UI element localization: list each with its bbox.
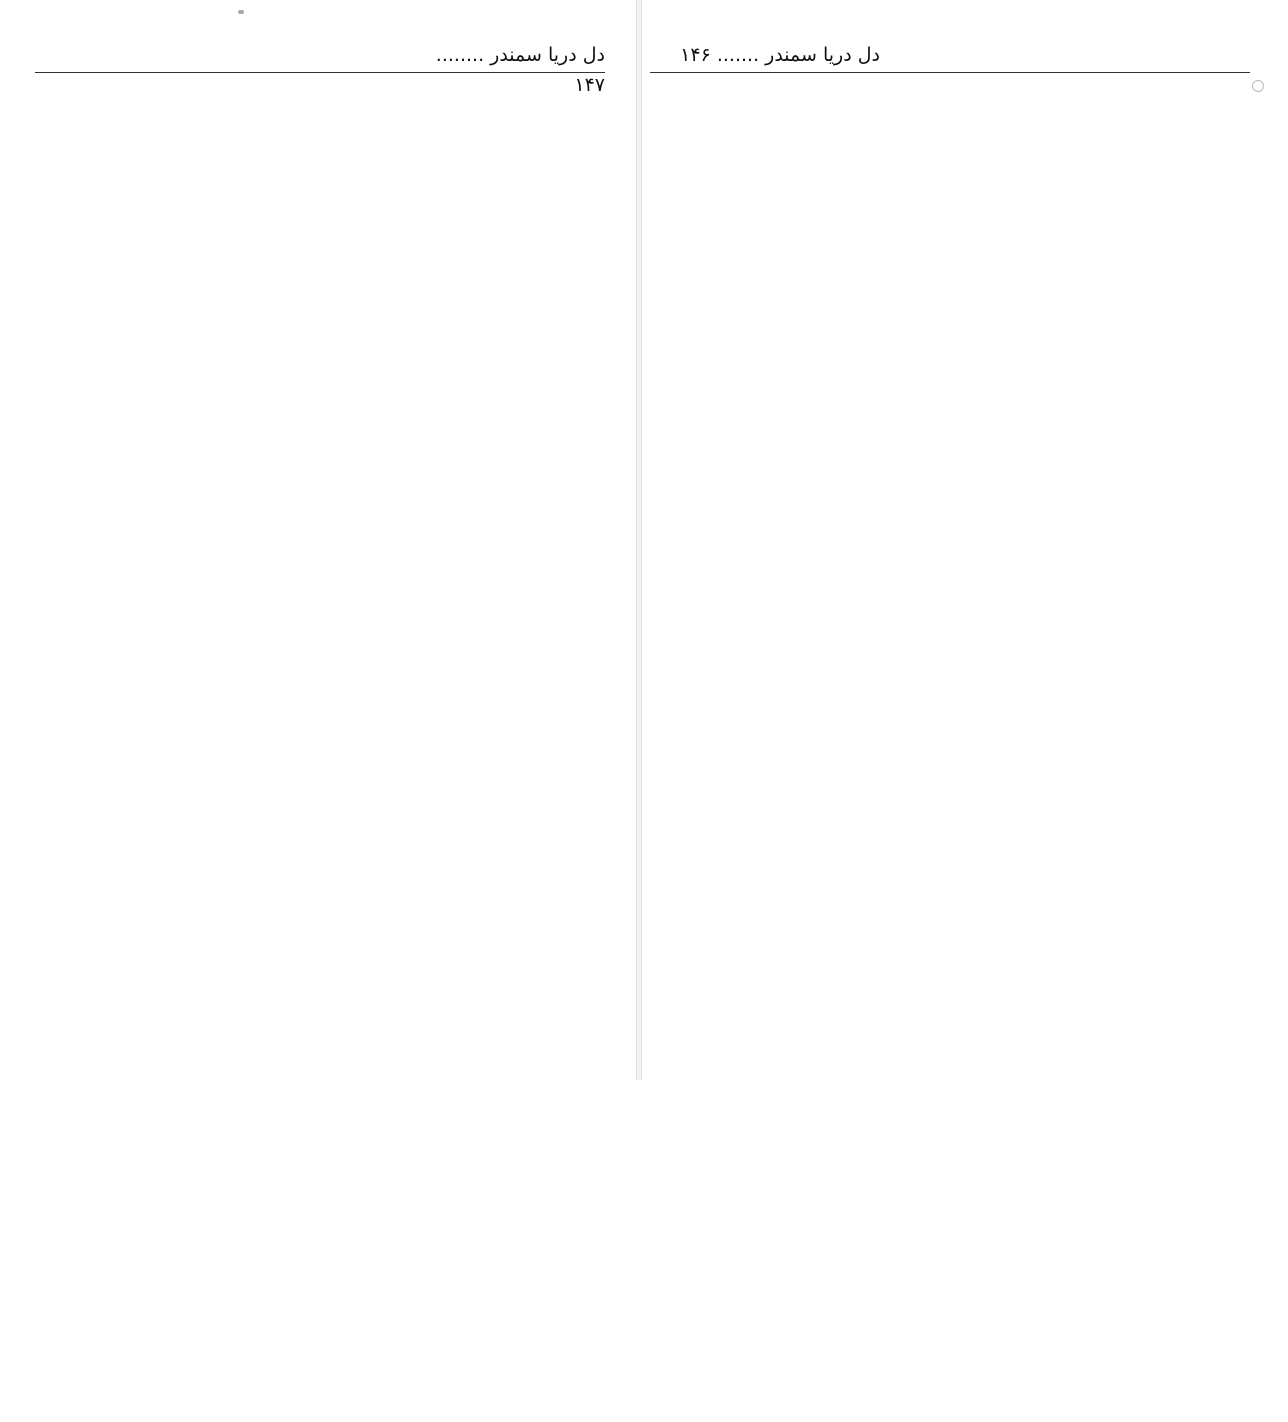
- text-line: [30, 339, 620, 376]
- text-line: [650, 713, 1250, 750]
- text-line: [30, 387, 620, 424]
- right-page: [640, 0, 1288, 1080]
- text-line: [30, 99, 620, 136]
- text-line: [30, 531, 620, 568]
- text-line: [30, 1203, 620, 1240]
- page-body: [650, 78, 1250, 1422]
- text-line: [650, 377, 1250, 414]
- text-line: [30, 243, 620, 280]
- header-rule: [35, 72, 605, 73]
- text-line: [650, 425, 1250, 462]
- text-line: [650, 185, 1250, 222]
- text-line: [650, 857, 1250, 894]
- text-line: [650, 617, 1250, 654]
- text-line: [30, 147, 620, 184]
- text-line: [30, 1107, 620, 1144]
- text-line: [650, 1337, 1250, 1374]
- running-header: [650, 40, 880, 70]
- running-header: [415, 40, 605, 96]
- text-line: [650, 665, 1250, 702]
- text-line: [30, 1251, 620, 1288]
- text-line: [650, 1049, 1250, 1086]
- running-header-text: دل دریا سمندر ....... ۱۴۶: [680, 44, 880, 66]
- text-line: [650, 233, 1250, 270]
- text-line: [650, 569, 1250, 606]
- text-line: [30, 195, 620, 232]
- text-line: [650, 473, 1250, 510]
- page-body: [30, 88, 620, 1336]
- text-line: [30, 1059, 620, 1096]
- text-line: [30, 771, 620, 808]
- text-line: [650, 953, 1250, 990]
- text-line: [650, 1241, 1250, 1278]
- text-line: [650, 137, 1250, 174]
- text-line: [30, 1155, 620, 1192]
- text-line: [650, 1385, 1250, 1422]
- text-line: [650, 761, 1250, 798]
- text-line: [30, 1299, 620, 1336]
- text-line: [30, 915, 620, 952]
- text-line: [650, 1145, 1250, 1182]
- text-line: [650, 521, 1250, 558]
- text-line: [650, 809, 1250, 846]
- text-line: [650, 1193, 1250, 1230]
- text-line: [30, 723, 620, 760]
- text-line: [650, 1289, 1250, 1326]
- text-line: [650, 329, 1250, 366]
- text-line: [30, 675, 620, 712]
- text-line: [30, 867, 620, 904]
- text-line: [30, 963, 620, 1000]
- text-line: [650, 1001, 1250, 1038]
- text-line: [30, 579, 620, 616]
- text-line: [650, 281, 1250, 318]
- text-line: [650, 89, 1250, 126]
- text-line: [650, 1097, 1250, 1134]
- text-line: [30, 627, 620, 664]
- text-line: [30, 819, 620, 856]
- left-page: [0, 0, 636, 1080]
- header-rule: [650, 72, 1250, 73]
- text-line: [30, 435, 620, 472]
- text-line: [30, 291, 620, 328]
- text-line: [650, 905, 1250, 942]
- text-line: [30, 1011, 620, 1048]
- running-header-text: دل دریا سمندر ........ ۱۴۷: [435, 44, 605, 96]
- text-line: [30, 483, 620, 520]
